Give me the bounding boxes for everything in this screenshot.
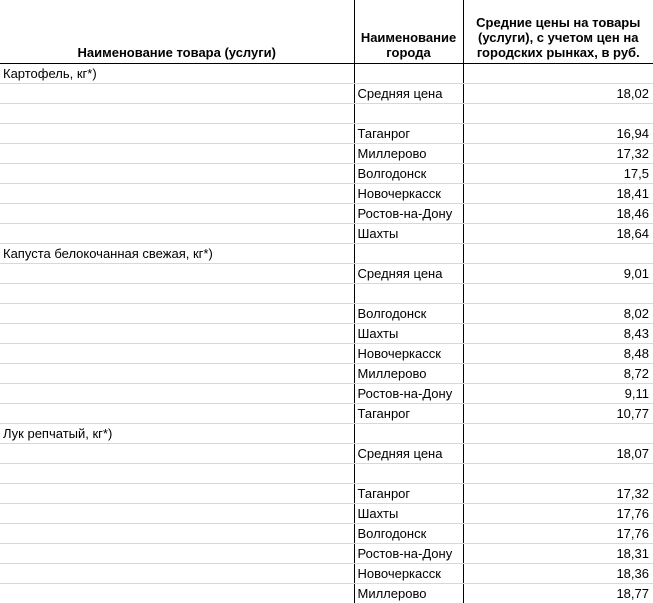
product-cell[interactable]: Лук репчатый, кг*) bbox=[0, 424, 354, 444]
table-row bbox=[0, 324, 653, 344]
city-cell[interactable]: Шахты bbox=[354, 324, 463, 344]
price-cell[interactable] bbox=[463, 284, 653, 304]
table-row bbox=[0, 404, 653, 424]
table-row bbox=[0, 464, 653, 484]
product-cell[interactable] bbox=[0, 204, 354, 224]
price-cell[interactable]: 17,32 bbox=[463, 144, 653, 164]
price-cell[interactable]: 8,72 bbox=[463, 364, 653, 384]
price-cell[interactable]: 9,11 bbox=[463, 384, 653, 404]
table-row bbox=[0, 344, 653, 364]
product-cell[interactable] bbox=[0, 324, 354, 344]
table-row bbox=[0, 564, 653, 584]
table-row bbox=[0, 364, 653, 384]
price-cell[interactable]: 8,43 bbox=[463, 324, 653, 344]
product-cell[interactable] bbox=[0, 284, 354, 304]
product-cell[interactable] bbox=[0, 224, 354, 244]
product-cell[interactable] bbox=[0, 544, 354, 564]
city-cell[interactable]: Шахты bbox=[354, 504, 463, 524]
table-row bbox=[0, 124, 653, 144]
product-cell[interactable] bbox=[0, 444, 354, 464]
city-cell[interactable] bbox=[354, 284, 463, 304]
city-cell[interactable]: Миллерово bbox=[354, 364, 463, 384]
city-cell[interactable]: Новочеркасск bbox=[354, 344, 463, 364]
product-cell[interactable]: Капуста белокочанная свежая, кг*) bbox=[0, 244, 354, 264]
city-cell[interactable]: Миллерово bbox=[354, 144, 463, 164]
product-cell[interactable] bbox=[0, 124, 354, 144]
table-row bbox=[0, 524, 653, 544]
price-cell[interactable]: 17,5 bbox=[463, 164, 653, 184]
city-cell[interactable]: Таганрог bbox=[354, 484, 463, 504]
city-cell[interactable]: Таганрог bbox=[354, 404, 463, 424]
price-cell[interactable]: 18,64 bbox=[463, 224, 653, 244]
table-row bbox=[0, 584, 653, 604]
product-cell[interactable] bbox=[0, 584, 354, 604]
table-row bbox=[0, 64, 653, 84]
table-body bbox=[0, 64, 653, 604]
price-cell[interactable]: 9,01 bbox=[463, 264, 653, 284]
table-row bbox=[0, 504, 653, 524]
table-row bbox=[0, 544, 653, 564]
city-cell[interactable]: Новочеркасск bbox=[354, 564, 463, 584]
table-row bbox=[0, 184, 653, 204]
header-price[interactable]: Средние цены на товары (услуги), с учетом цен на городских рынках, в руб. bbox=[463, 0, 653, 64]
city-cell[interactable] bbox=[354, 64, 463, 84]
table-row bbox=[0, 444, 653, 464]
price-cell[interactable]: 17,32 bbox=[463, 484, 653, 504]
table-row bbox=[0, 164, 653, 184]
city-cell[interactable]: Средняя цена bbox=[354, 444, 463, 464]
price-cell[interactable] bbox=[463, 64, 653, 84]
product-cell[interactable] bbox=[0, 524, 354, 544]
price-cell[interactable]: 17,76 bbox=[463, 524, 653, 544]
table-row bbox=[0, 384, 653, 404]
product-cell[interactable] bbox=[0, 84, 354, 104]
table-row bbox=[0, 104, 653, 124]
price-cell[interactable]: 18,02 bbox=[463, 84, 653, 104]
price-cell[interactable]: 8,48 bbox=[463, 344, 653, 364]
city-cell[interactable] bbox=[354, 244, 463, 264]
table-row bbox=[0, 84, 653, 104]
city-cell[interactable]: Ростов-на-Дону bbox=[354, 544, 463, 564]
city-cell[interactable]: Миллерово bbox=[354, 584, 463, 604]
city-cell[interactable]: Волгодонск bbox=[354, 164, 463, 184]
product-cell[interactable] bbox=[0, 164, 354, 184]
city-cell[interactable]: Ростов-на-Дону bbox=[354, 384, 463, 404]
product-cell[interactable] bbox=[0, 564, 354, 584]
city-cell[interactable] bbox=[354, 464, 463, 484]
city-cell[interactable]: Средняя цена bbox=[354, 84, 463, 104]
city-cell[interactable]: Средняя цена bbox=[354, 264, 463, 284]
product-cell[interactable]: Картофель, кг*) bbox=[0, 64, 354, 84]
price-cell[interactable] bbox=[463, 104, 653, 124]
product-cell[interactable] bbox=[0, 184, 354, 204]
price-cell[interactable]: 18,36 bbox=[463, 564, 653, 584]
price-cell[interactable]: 18,07 bbox=[463, 444, 653, 464]
product-cell[interactable] bbox=[0, 104, 354, 124]
product-cell[interactable] bbox=[0, 304, 354, 324]
product-cell[interactable] bbox=[0, 464, 354, 484]
table-row bbox=[0, 224, 653, 244]
price-cell[interactable]: 17,76 bbox=[463, 504, 653, 524]
price-cell[interactable]: 18,31 bbox=[463, 544, 653, 564]
price-cell[interactable] bbox=[463, 244, 653, 264]
table-row bbox=[0, 304, 653, 324]
product-cell[interactable] bbox=[0, 484, 354, 504]
table-row bbox=[0, 264, 653, 284]
city-cell[interactable]: Ростов-на-Дону bbox=[354, 204, 463, 224]
price-cell[interactable]: 10,77 bbox=[463, 404, 653, 424]
city-cell[interactable]: Волгодонск bbox=[354, 524, 463, 544]
table-row bbox=[0, 424, 653, 444]
city-cell[interactable]: Новочеркасск bbox=[354, 184, 463, 204]
product-cell[interactable] bbox=[0, 364, 354, 384]
city-cell[interactable]: Волгодонск bbox=[354, 304, 463, 324]
city-cell[interactable]: Шахты bbox=[354, 224, 463, 244]
header-city[interactable]: Наименование города bbox=[354, 0, 463, 64]
product-cell[interactable] bbox=[0, 504, 354, 524]
price-cell[interactable]: 18,41 bbox=[463, 184, 653, 204]
city-cell[interactable]: Таганрог bbox=[354, 124, 463, 144]
header-product[interactable]: Наименование товара (услуги) bbox=[0, 0, 354, 64]
table-row bbox=[0, 484, 653, 504]
price-cell[interactable]: 8,02 bbox=[463, 304, 653, 324]
product-cell[interactable] bbox=[0, 264, 354, 284]
product-cell[interactable] bbox=[0, 404, 354, 424]
city-cell[interactable] bbox=[354, 424, 463, 444]
price-cell[interactable]: 16,94 bbox=[463, 124, 653, 144]
price-cell[interactable] bbox=[463, 424, 653, 444]
product-cell[interactable] bbox=[0, 344, 354, 364]
price-cell[interactable] bbox=[463, 464, 653, 484]
table-row bbox=[0, 144, 653, 164]
city-cell[interactable] bbox=[354, 104, 463, 124]
price-cell[interactable]: 18,77 bbox=[463, 584, 653, 604]
table-row bbox=[0, 244, 653, 264]
product-cell[interactable] bbox=[0, 384, 354, 404]
price-cell[interactable]: 18,46 bbox=[463, 204, 653, 224]
table-row bbox=[0, 284, 653, 304]
product-cell[interactable] bbox=[0, 144, 354, 164]
table-row bbox=[0, 204, 653, 224]
header-row bbox=[0, 0, 653, 64]
